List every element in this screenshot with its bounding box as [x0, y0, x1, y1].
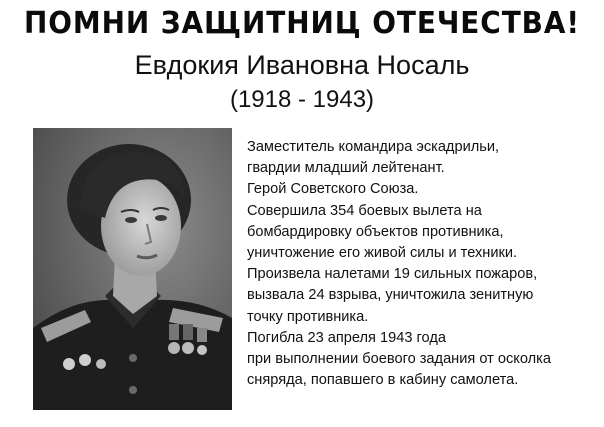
- biography-line: при выполнении боевого задания от осколка: [247, 351, 551, 368]
- life-years: (1918 - 1943): [229, 86, 375, 113]
- biography-line: Совершила 354 боевых вылета на: [247, 202, 482, 219]
- biography-line: бомбардировку объектов противника,: [247, 223, 504, 240]
- biography-line: вызвала 24 взрыва, уничтожила зенитную: [247, 287, 534, 304]
- biography-line: Герой Советского Союза.: [247, 181, 419, 198]
- biography-line: Произвела налетами 19 сильных пожаров,: [247, 266, 538, 283]
- biography-line: точку противника.: [247, 308, 369, 325]
- biography-line: уничтожение его живой силы и техники.: [247, 245, 518, 262]
- biography-line: Заместитель командира эскадрильи,: [247, 139, 500, 155]
- biography-text: [247, 137, 597, 391]
- biography-line: Погибла 23 апреля 1943 года: [247, 329, 446, 346]
- poster-headline: ПОМНИ ЗАЩИТНИЦ ОТЕЧЕСТВА!: [23, 6, 581, 41]
- biography-line: сняряда, попавшего в кабину самолета.: [247, 372, 519, 389]
- portrait-photo: [33, 128, 232, 410]
- portrait-illustration: [33, 128, 232, 410]
- person-name: Евдокия Ивановна Носаль: [134, 50, 470, 80]
- biography-line: гвардии младший лейтенант.: [247, 160, 445, 177]
